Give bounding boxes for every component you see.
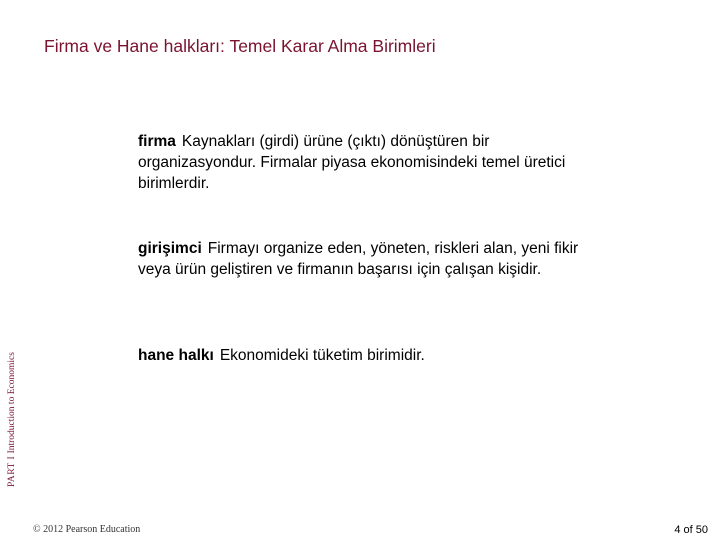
definition-text: Firmayı organize eden, yöneten, riskleri alan, yeni fikir veya ürün geliştiren ve firmanın başarısı için çalışan kişidir. <box>138 240 579 278</box>
definition-term: girişimci <box>138 240 202 257</box>
slide-title: Firma ve Hane halkları: Temel Karar Alma Birimleri <box>44 36 436 56</box>
section-title: Introduction to Economics <box>7 352 17 454</box>
definition-text: Ekonomideki tüketim birimidir. <box>219 347 425 364</box>
definition-term: hane halkı <box>138 347 214 364</box>
definition-firma <box>138 131 608 194</box>
definition-girisimci <box>138 238 608 280</box>
definition-hane-halki <box>138 345 608 366</box>
vertical-section-label <box>7 352 17 487</box>
definition-text: Kaynakları (girdi) ürüne (çıktı) dönüştüren bir organizasyondur. Firmalar piyasa ekonomisindeki temel üretici birimlerdir. <box>138 133 566 192</box>
section-part: PART I <box>7 455 17 487</box>
page-number: 4 of 50 <box>674 524 708 536</box>
definition-term: firma <box>138 133 176 150</box>
copyright-notice: © 2012 Pearson Education <box>33 524 141 535</box>
